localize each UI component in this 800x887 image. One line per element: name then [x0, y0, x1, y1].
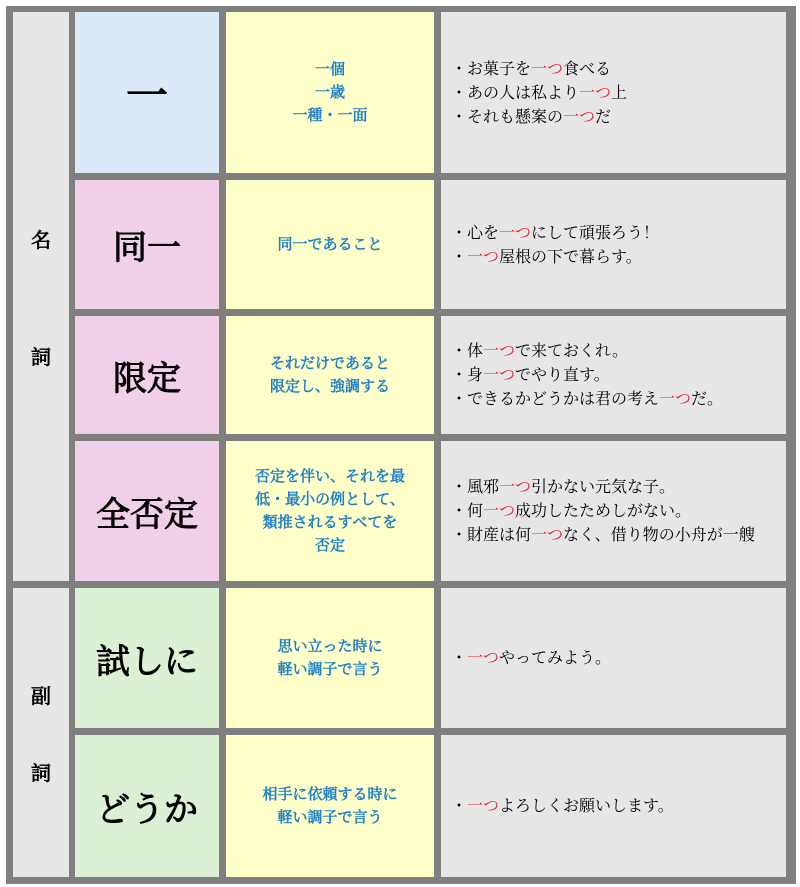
word-cell	[75, 180, 219, 309]
word-text: どうか	[96, 789, 198, 830]
pos-noun-cell	[13, 12, 69, 581]
pos-noun-char-2: 詞	[31, 344, 51, 369]
word-text: 限定	[113, 358, 181, 399]
meaning-cell	[226, 316, 434, 434]
example-line: ・一つやってみよう。	[451, 648, 612, 667]
meaning-line: 同一であること	[277, 235, 383, 253]
word-text: 同一	[113, 228, 181, 268]
meaning-line: 否定を伴い、それを最	[254, 467, 405, 485]
examples-cell	[441, 588, 786, 728]
word-cell	[75, 316, 219, 434]
pos-adverb-cell	[13, 588, 69, 877]
meaning-line: 一個	[314, 60, 345, 78]
example-line: ・お菓子を一つ食べる	[451, 58, 612, 78]
example-line: ・風邪一つ引かない元気な子。	[451, 477, 676, 496]
example-line: ・できるかどうかは君の考え一つだ。	[451, 389, 724, 408]
meaning-line: 否定	[314, 536, 345, 554]
word-cell	[75, 588, 219, 728]
example-line: ・あの人は私より一つ上	[451, 82, 628, 102]
examples-cell	[441, 735, 786, 877]
examples-cell	[441, 12, 786, 173]
meaning-cell	[226, 735, 434, 877]
example-line: ・身一つでやり直す。	[451, 365, 610, 384]
example-line: ・何一つ成功したためしがない。	[451, 501, 692, 520]
meaning-line: 一種・一面	[292, 106, 368, 124]
example-line: ・一つ屋根の下で暮らす。	[451, 246, 642, 266]
examples-cell	[441, 316, 786, 434]
meaning-line: 類推されるすべてを	[262, 513, 398, 531]
meaning-cell	[226, 180, 434, 309]
meaning-line: 軽い調子で言う	[277, 808, 383, 826]
word-text: 試しに	[96, 641, 198, 682]
examples-cell	[441, 441, 786, 581]
word-text: 全否定	[96, 494, 198, 535]
meaning-line: 一歳	[314, 83, 345, 101]
meaning-line: 思い立った時に	[277, 637, 383, 655]
example-line: ・心を一つにして頑張ろう！	[451, 222, 660, 242]
word-text: 一	[125, 70, 168, 120]
meaning-line: それだけであると	[269, 354, 390, 372]
meaning-line: 低・最小の例として、	[255, 490, 405, 508]
example-line: ・一つよろしくお願いします。	[451, 796, 674, 815]
example-line: ・財産は何一つなく、借り物の小舟が一艘	[451, 525, 755, 544]
word-cell	[75, 441, 219, 581]
meaning-cell	[226, 12, 434, 173]
example-line: ・体一つで来ておくれ。	[451, 341, 628, 360]
word-cell	[75, 12, 219, 173]
meaning-line: 相手に依頼する時に	[262, 785, 398, 803]
examples-cell	[441, 180, 786, 309]
meaning-line: 限定し、強調する	[269, 377, 390, 395]
meaning-cell	[226, 441, 434, 581]
example-line: ・それも懸案の一つだ	[451, 106, 612, 126]
meaning-line: 軽い調子で言う	[277, 660, 383, 678]
pos-noun-char-1: 名	[31, 227, 51, 252]
pos-adverb-char-2: 詞	[31, 760, 51, 785]
word-cell	[75, 735, 219, 877]
meaning-cell	[226, 588, 434, 728]
pos-adverb-char-1: 副	[31, 683, 51, 708]
